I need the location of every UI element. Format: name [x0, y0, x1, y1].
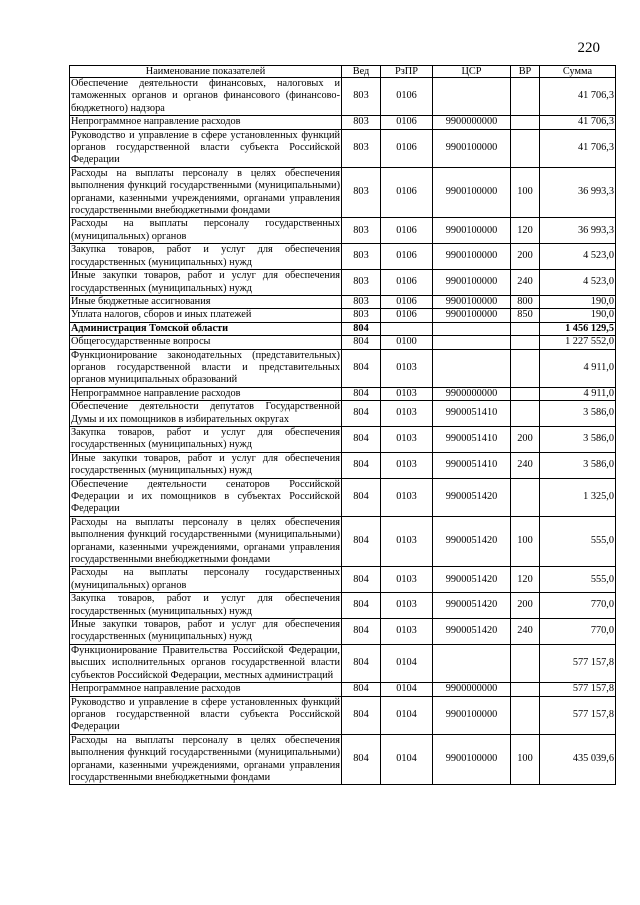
cell-rzpr: 0103	[381, 619, 433, 645]
cell-name: Иные закупки товаров, работ и услуг для обеспечения государственных (муниципальных) нужд	[71, 619, 340, 643]
cell-vr	[511, 116, 540, 129]
cell-rzpr: 0103	[381, 387, 433, 400]
cell-sum: 555,0	[540, 516, 616, 567]
table-row	[70, 129, 616, 167]
cell-ved: 804	[342, 734, 381, 785]
table-row	[70, 270, 616, 296]
cell-csr: 9900100000	[433, 218, 511, 244]
cell-vr: 120	[511, 218, 540, 244]
cell-ved: 804	[342, 516, 381, 567]
cell-sum: 4 911,0	[540, 349, 616, 387]
cell-name: Непрограммное направление расходов	[70, 683, 342, 696]
cell-csr	[433, 78, 511, 116]
cell-csr	[433, 349, 511, 387]
cell-csr: 9900051410	[433, 452, 511, 478]
cell-name: Расходы на выплаты персоналу в целях обеспечения выполнения функций государственными (муниципальными) органами, казенными учреждениями, органами управления государственными внебюджетными фондами	[71, 734, 340, 783]
cell-sum: 41 706,3	[540, 129, 616, 167]
cell-name: Непрограммное направление расходов	[70, 387, 342, 400]
cell-sum: 1 227 552,0	[540, 336, 616, 349]
table-row	[70, 644, 616, 682]
cell-rzpr: 0106	[381, 78, 433, 116]
cell-vr: 100	[511, 734, 540, 785]
cell-sum: 190,0	[540, 295, 616, 308]
cell-sum: 36 993,3	[540, 167, 616, 218]
cell-name: Общегосударственные вопросы	[70, 336, 342, 349]
cell-name: Функционирование законодательных (представительных) органов государственной власти и представительных органов муниципальных образований	[71, 349, 340, 386]
cell-rzpr: 0106	[381, 218, 433, 244]
table-header-row	[70, 66, 616, 78]
table-row	[70, 734, 616, 785]
cell-rzpr: 0103	[381, 478, 433, 516]
cell-csr: 9900100000	[433, 167, 511, 218]
cell-vr	[511, 683, 540, 696]
cell-ved: 804	[342, 644, 381, 682]
cell-sum: 577 157,8	[540, 696, 616, 734]
cell-vr: 100	[511, 516, 540, 567]
cell-csr: 9900100000	[433, 129, 511, 167]
table-row	[70, 218, 616, 244]
cell-sum: 36 993,3	[540, 218, 616, 244]
cell-ved: 803	[342, 167, 381, 218]
cell-csr	[433, 322, 511, 335]
header-sum: Сумма	[540, 66, 616, 78]
cell-csr	[433, 336, 511, 349]
cell-rzpr: 0106	[381, 167, 433, 218]
cell-ved: 803	[342, 270, 381, 296]
cell-ved: 804	[342, 336, 381, 349]
cell-csr: 9900100000	[433, 696, 511, 734]
cell-sum: 4 911,0	[540, 387, 616, 400]
cell-sum: 435 039,6	[540, 734, 616, 785]
table-row	[70, 167, 616, 218]
cell-rzpr: 0106	[381, 129, 433, 167]
table-row	[70, 349, 616, 387]
cell-ved: 803	[342, 218, 381, 244]
cell-rzpr: 0104	[381, 644, 433, 682]
cell-name: Уплата налогов, сборов и иных платежей	[70, 309, 342, 322]
cell-sum: 3 586,0	[540, 401, 616, 427]
cell-vr	[511, 696, 540, 734]
cell-vr: 200	[511, 244, 540, 270]
table-row	[70, 387, 616, 400]
cell-sum: 190,0	[540, 309, 616, 322]
cell-name: Расходы на выплаты персоналу в целях обеспечения выполнения функций государственными (муниципальными) органами, казенными учреждениями, органами управления государственными внебюджетными фондами	[71, 516, 340, 566]
cell-ved: 804	[342, 401, 381, 427]
table-row	[70, 295, 616, 308]
cell-csr	[433, 644, 511, 682]
cell-csr: 9900051420	[433, 567, 511, 593]
table-row	[70, 593, 616, 619]
table-row	[70, 401, 616, 427]
cell-csr: 9900051410	[433, 401, 511, 427]
cell-ved: 804	[342, 349, 381, 387]
cell-sum: 577 157,8	[540, 644, 616, 682]
cell-rzpr: 0106	[381, 270, 433, 296]
cell-sum: 3 586,0	[540, 426, 616, 452]
cell-sum: 1 456 129,5	[540, 322, 616, 335]
cell-name: Расходы на выплаты персоналу государственных (муниципальных) органов	[71, 218, 340, 242]
cell-sum: 1 325,0	[540, 478, 616, 516]
cell-vr: 200	[511, 426, 540, 452]
table-body	[70, 78, 616, 785]
cell-rzpr: 0103	[381, 452, 433, 478]
table-row	[70, 309, 616, 322]
cell-name: Обеспечение деятельности сенаторов Российской Федерации и их помощников в субъектах Российской Федерации	[71, 478, 340, 515]
header-rzpr: РзПР	[381, 66, 433, 78]
cell-ved: 803	[342, 295, 381, 308]
cell-rzpr: 0104	[381, 683, 433, 696]
cell-vr: 240	[511, 452, 540, 478]
cell-sum: 577 157,8	[540, 683, 616, 696]
cell-ved: 804	[342, 426, 381, 452]
table-row	[70, 452, 616, 478]
cell-sum: 41 706,3	[540, 116, 616, 129]
cell-sum: 555,0	[540, 567, 616, 593]
cell-name: Закупка товаров, работ и услуг для обеспечения государственных (муниципальных) нужд	[71, 244, 340, 268]
cell-vr	[511, 336, 540, 349]
cell-name: Расходы на выплаты персоналу государственных (муниципальных) органов	[71, 567, 340, 591]
cell-csr: 9900100000	[433, 734, 511, 785]
cell-csr: 9900100000	[433, 270, 511, 296]
cell-csr: 9900051420	[433, 516, 511, 567]
cell-vr	[511, 401, 540, 427]
cell-vr: 240	[511, 270, 540, 296]
table-row	[70, 336, 616, 349]
header-ved: Вед	[342, 66, 381, 78]
cell-sum: 41 706,3	[540, 78, 616, 116]
cell-vr: 240	[511, 619, 540, 645]
cell-ved: 804	[342, 478, 381, 516]
cell-name: Расходы на выплаты персоналу в целях обеспечения выполнения функций государственными (муниципальными) органами, казенными учреждениями, органами управления государственными внебюджетными фондами	[71, 167, 340, 217]
cell-rzpr: 0106	[381, 116, 433, 129]
header-name: Наименование показателей	[70, 66, 342, 78]
cell-sum: 770,0	[540, 619, 616, 645]
page-number: 220	[577, 40, 600, 56]
cell-ved: 804	[342, 387, 381, 400]
budget-table	[69, 65, 616, 785]
cell-vr: 850	[511, 309, 540, 322]
cell-rzpr: 0104	[381, 734, 433, 785]
table-row	[70, 78, 616, 116]
cell-vr: 800	[511, 295, 540, 308]
cell-ved: 803	[342, 78, 381, 116]
cell-ved: 804	[342, 619, 381, 645]
cell-sum: 3 586,0	[540, 452, 616, 478]
cell-rzpr	[381, 322, 433, 335]
cell-ved: 803	[342, 116, 381, 129]
cell-ved: 804	[342, 322, 381, 335]
cell-ved: 804	[342, 567, 381, 593]
cell-name: Закупка товаров, работ и услуг для обеспечения государственных (муниципальных) нужд	[71, 426, 340, 451]
table-row	[70, 696, 616, 734]
cell-ved: 803	[342, 129, 381, 167]
table-row	[70, 322, 616, 335]
cell-rzpr: 0103	[381, 567, 433, 593]
table-row	[70, 516, 616, 567]
cell-rzpr: 0104	[381, 696, 433, 734]
cell-csr: 9900051420	[433, 593, 511, 619]
cell-rzpr: 0103	[381, 516, 433, 567]
cell-name: Администрация Томской области	[70, 322, 342, 335]
cell-name: Руководство и управление в сфере установленных функций органов государственной власти субъекта Российской Федерации	[71, 696, 340, 733]
cell-rzpr: 0100	[381, 336, 433, 349]
cell-vr	[511, 478, 540, 516]
cell-ved: 804	[342, 696, 381, 734]
cell-vr	[511, 322, 540, 335]
cell-sum: 4 523,0	[540, 244, 616, 270]
cell-name: Функционирование Правительства Российской Федерации, высших исполнительных органов государственной власти субъектов Российской Федерации, местных администраций	[71, 644, 340, 681]
cell-rzpr: 0103	[381, 401, 433, 427]
cell-csr: 9900100000	[433, 244, 511, 270]
table-row	[70, 619, 616, 645]
table-row	[70, 116, 616, 129]
cell-vr	[511, 129, 540, 167]
cell-ved: 803	[342, 244, 381, 270]
cell-name: Обеспечение деятельности депутатов Государственной Думы и их помощников в избирательных округах	[71, 401, 340, 425]
cell-vr: 120	[511, 567, 540, 593]
header-vr: ВР	[511, 66, 540, 78]
header-csr: ЦСР	[433, 66, 511, 78]
cell-rzpr: 0106	[381, 244, 433, 270]
cell-csr: 9900051410	[433, 426, 511, 452]
table-row	[70, 567, 616, 593]
cell-csr: 9900000000	[433, 683, 511, 696]
table-row	[70, 683, 616, 696]
cell-ved: 804	[342, 593, 381, 619]
cell-sum: 770,0	[540, 593, 616, 619]
cell-vr	[511, 78, 540, 116]
table-row	[70, 426, 616, 452]
cell-csr: 9900051420	[433, 619, 511, 645]
cell-rzpr: 0103	[381, 349, 433, 387]
cell-rzpr: 0106	[381, 309, 433, 322]
cell-rzpr: 0103	[381, 593, 433, 619]
cell-name: Иные закупки товаров, работ и услуг для обеспечения государственных (муниципальных) нужд	[71, 452, 340, 477]
cell-name: Иные бюджетные ассигнования	[70, 295, 342, 308]
cell-csr: 9900051420	[433, 478, 511, 516]
cell-name: Обеспечение деятельности финансовых, налоговых и таможенных органов и органов финансового (финансово-бюджетного) надзора	[71, 78, 340, 114]
cell-vr	[511, 349, 540, 387]
table-row	[70, 244, 616, 270]
cell-sum: 4 523,0	[540, 270, 616, 296]
cell-name: Руководство и управление в сфере установленных функций органов государственной власти субъекта Российской Федерации	[71, 129, 340, 166]
cell-ved: 804	[342, 683, 381, 696]
cell-vr	[511, 387, 540, 400]
cell-name: Иные закупки товаров, работ и услуг для обеспечения государственных (муниципальных) нужд	[71, 270, 340, 294]
cell-rzpr: 0103	[381, 426, 433, 452]
cell-csr: 9900100000	[433, 309, 511, 322]
cell-csr: 9900000000	[433, 387, 511, 400]
cell-csr: 9900000000	[433, 116, 511, 129]
cell-name: Непрограммное направление расходов	[70, 116, 342, 129]
cell-rzpr: 0106	[381, 295, 433, 308]
cell-name: Закупка товаров, работ и услуг для обеспечения государственных (муниципальных) нужд	[71, 593, 340, 617]
cell-ved: 804	[342, 452, 381, 478]
cell-csr: 9900100000	[433, 295, 511, 308]
table-row	[70, 478, 616, 516]
cell-vr: 200	[511, 593, 540, 619]
cell-ved: 803	[342, 309, 381, 322]
cell-vr	[511, 644, 540, 682]
cell-vr: 100	[511, 167, 540, 218]
